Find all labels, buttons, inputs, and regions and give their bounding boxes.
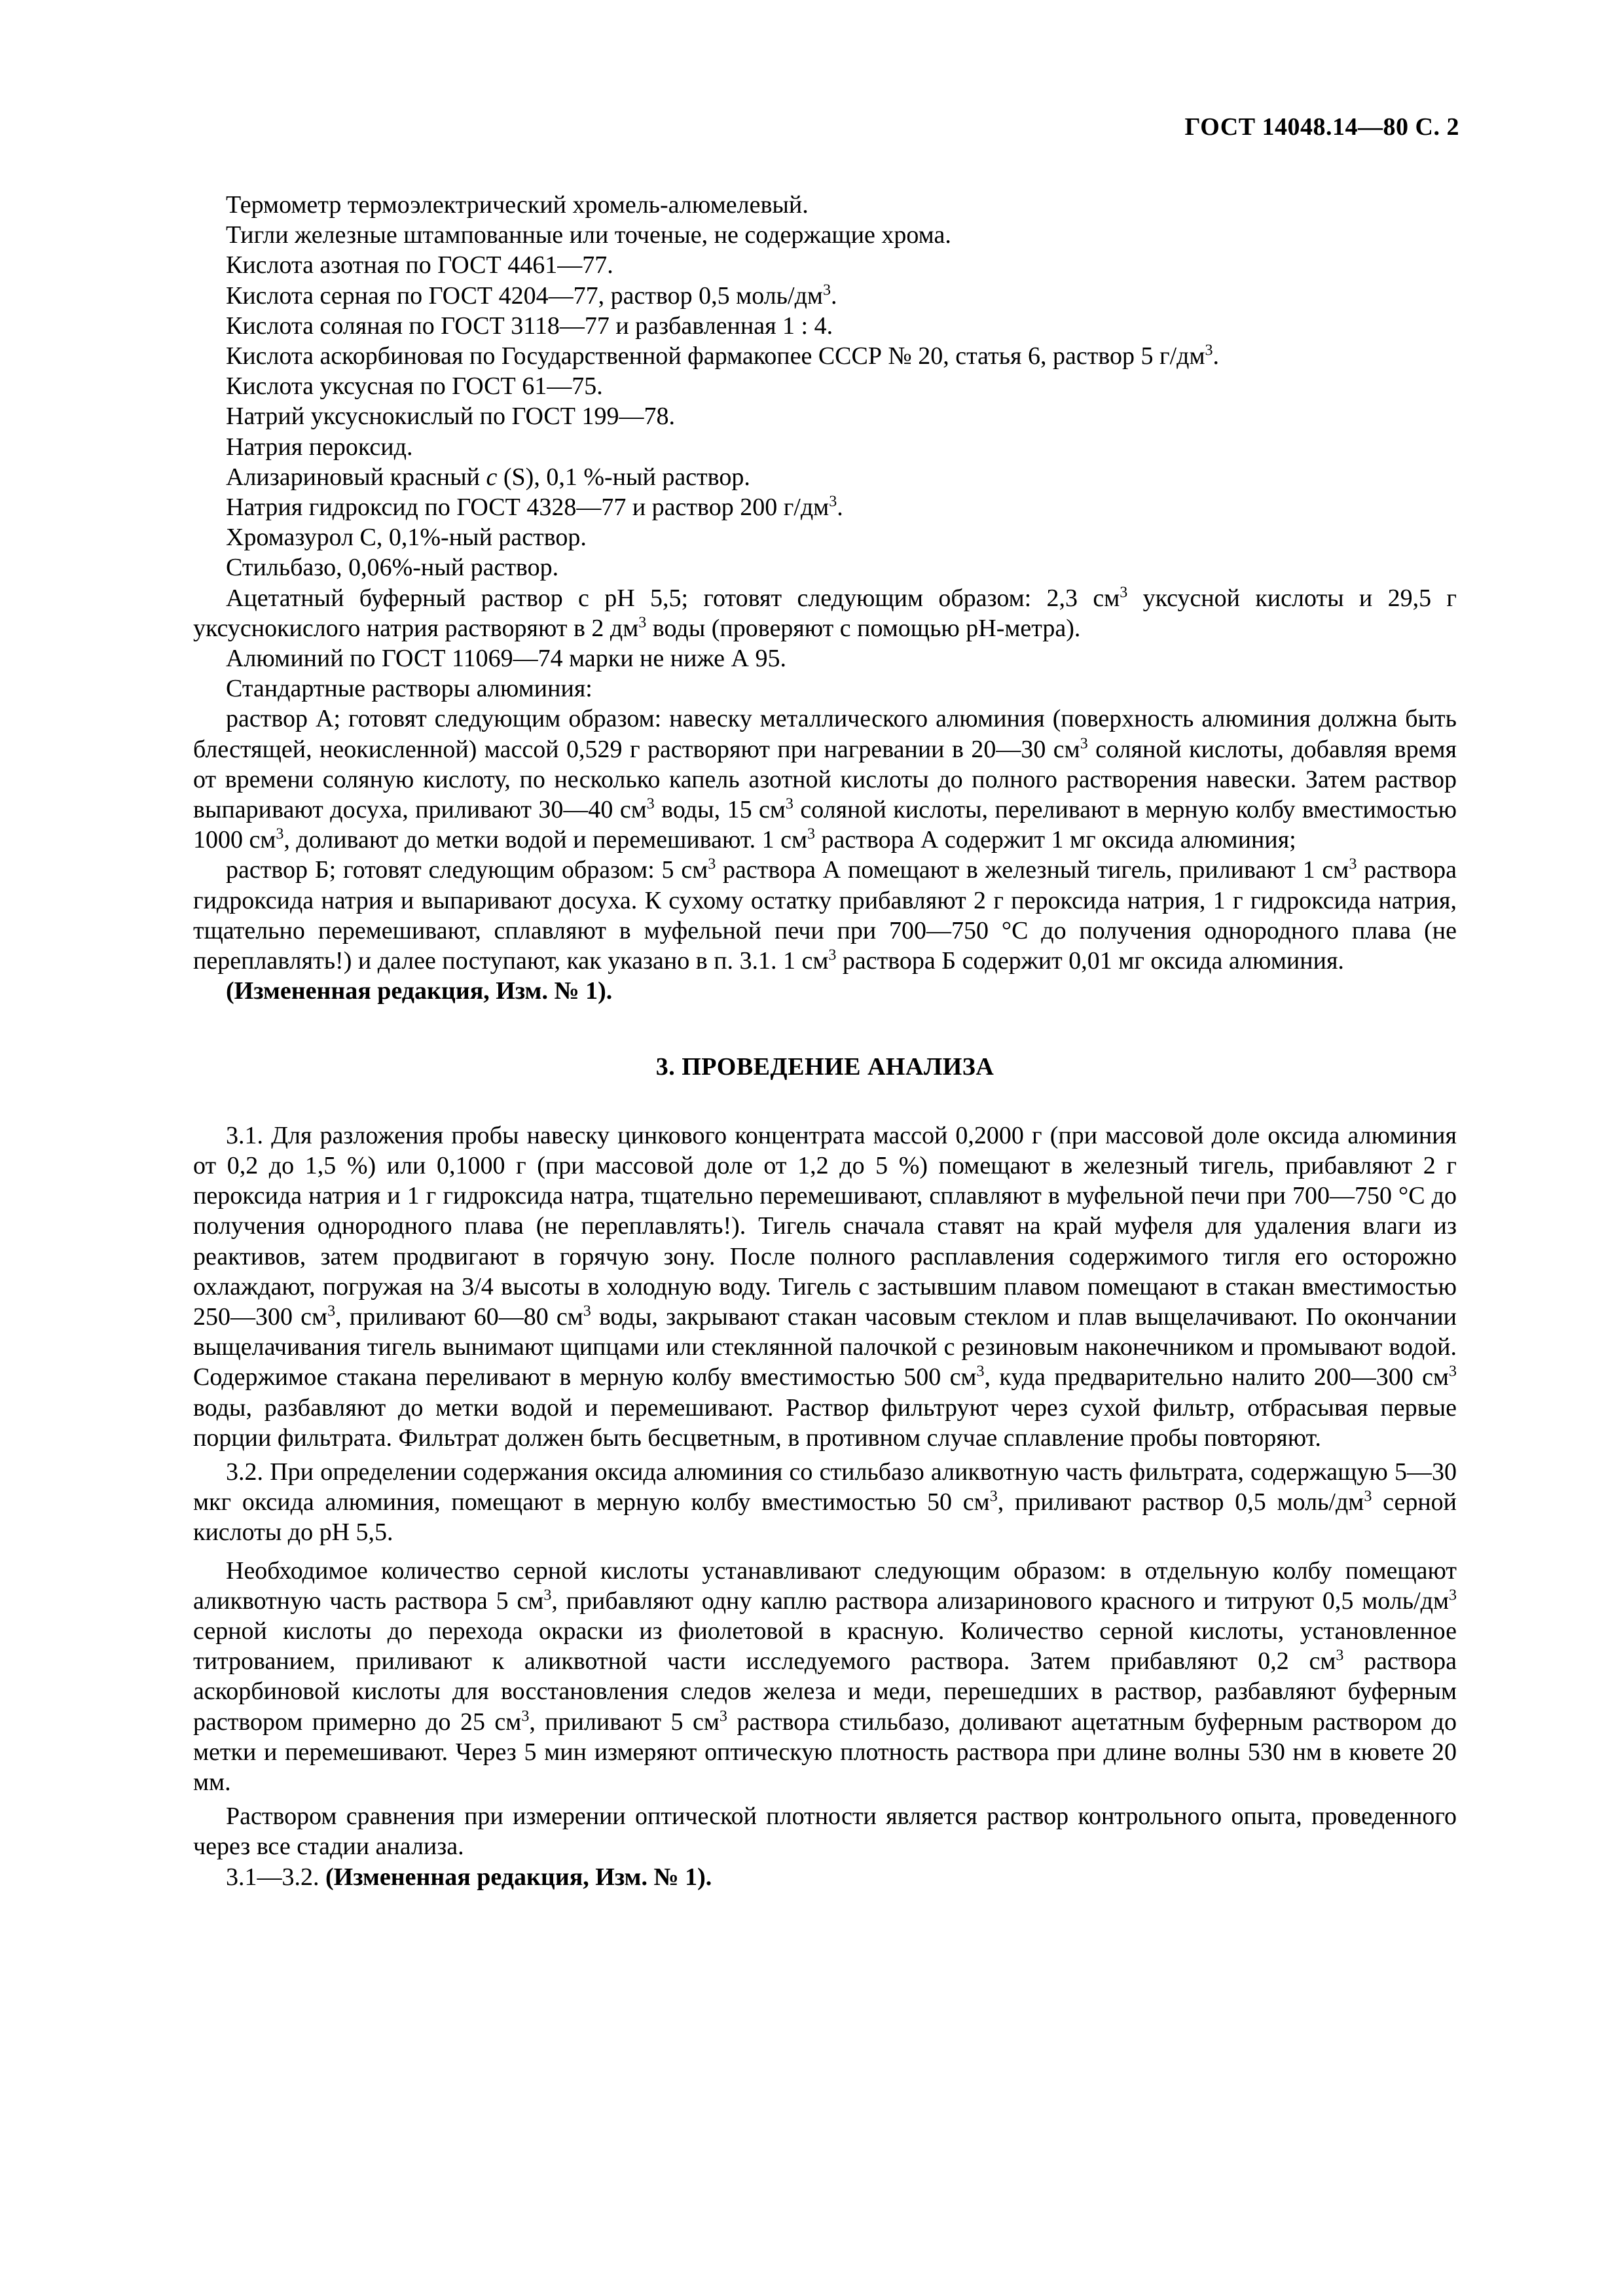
reagent-line: Хромазурол С, 0,1%-ный раствор. (226, 524, 587, 552)
reagent-line: Натрий уксуснокислый по ГОСТ 199—78. (226, 403, 675, 431)
acetate-buffer-paragraph: Ацетатный буферный раствор с pH 5,5; готовят следующим образом: 2,3 $см^3$ уксусной кислоты и 29,5 г уксуснокислого натрия растворяют в 2 $дм^3$ воды (проверяют с помощью pH-метра). (193, 583, 1457, 642)
clause-3-1: 3.1. Для разложения пробы навеску цинкового концентрата массой 0,2000 г (при массовой доле оксида алюминия от 0,2 до 1,5 %) или 0,1000 г (при массовой доле от 1,2 до 5 %) помещают в железный тигель, прибавляют 2 г пероксида натрия и 1 г гидроксида натра, тщательно перемешивают, сплавляют в муфельной печи при 700—750 °С до получения однородного плава (не переплавлять!). Тигель сначала ставят на край муфеля для удаления влаги из реактивов, затем продвигают в горячую зону. После полного расплавления содержимого тигля его осторожно охлаждают, погружая на 3/4 высоты в холодную воду. Тигель с застывшим плавом помещают в стакан вместимостью 250—300 $см^3$, приливают 60—80 $см^3$ воды, закрывают стакан часовым стеклом и плав выщелачивают. По окончании выщелачивания тигель вынимают щипцами или стеклянной палочкой с резиновым наконечником и промывают водой. Содержимое стакана переливают в мерную колбу вместимостью 500 $см^3$, куда предварительно налито 200—300 $см^3$ воды, разбавляют до метки водой и перемешивают. Раствор фильтруют через сухой фильтр, отбрасывая первые порции фильтрата. Фильтрат должен быть бесцветным, в противном случае сплавление пробы повторяют. (193, 1121, 1457, 1452)
document-header: ГОСТ 14048.14—80 С. 2 (1184, 113, 1459, 141)
standard-solutions-heading: Стандартные растворы алюминия: (226, 675, 593, 703)
document-body (193, 190, 1457, 1892)
reagent-line: Термометр термоэлектрический хромель-алюмелевый. (226, 191, 809, 219)
reagent-sodium-hydroxide: Натрия гидроксид по ГОСТ 4328—77 и раствор 200 $г/дм^3$. (226, 493, 843, 522)
reference-solution-paragraph: Раствором сравнения при измерении оптической плотности является раствор контрольного опыта, проведенного через все стадии анализа. (193, 1803, 1457, 1861)
reagent-line: Кислота уксусная по ГОСТ 61—75. (226, 372, 603, 401)
reagent-alizarin: Ализариновый красный с (S), 0,1 %-ный раствор. (226, 463, 750, 491)
section-title: 3. ПРОВЕДЕНИЕ АНАЛИЗА (655, 1053, 994, 1081)
reagent-sulfuric-acid: Кислота серная по ГОСТ 4204—77, раствор 0,5 моль/$дм^3$. (226, 281, 837, 310)
reagent-line: Тигли железные штампованные или точеные, не содержащие хрома. (226, 221, 951, 249)
reagent-hydrochloric-acid: Кислота соляная по ГОСТ 3118—77 и разбавленная 1 : 4. (226, 312, 833, 340)
reagent-line: Кислота азотная по ГОСТ 4461—77. (226, 251, 613, 279)
reagent-ascorbic-acid: Кислота аскорбиновая по Государственной фармакопее СССР № 20, статья 6, раствор 5 $г/дм^3$. (226, 342, 1220, 370)
clause-3-2: 3.2. При определении содержания оксида алюминия со стильбазо аликвотную часть фильтрата, содержащую 5—30 мкг оксида алюминия, помещают в мерную колбу вместимостью 50 $см^3$, приливают раствор 0,5 моль/$дм^3$ серной кислоты до pH 5,5. (193, 1458, 1457, 1547)
revision-note: (Измененная редакция, Изм. № 1). (226, 977, 613, 1005)
reagent-line: Стильбазо, 0,06%-ный раствор. (226, 554, 559, 582)
revision-note-3-1-3-2: 3.1—3.2. (Измененная редакция, Изм. № 1). (226, 1863, 712, 1891)
sulfuric-acid-titration-paragraph: Необходимое количество серной кислоты устанавливают следующим образом: в отдельную колбу помещают аликвотную часть раствора 5 $см^3$, прибавляют одну каплю раствора ализаринового красного и титруют 0,5 моль/$дм^3$ серной кислоты до перехода окраски из фиолетовой в красную. Количество серной кислоты, установленное титрованием, приливают к аликвотной части исследуемого раствора. Затем прибавляют 0,2 $см^3$ раствора аскорбиновой кислоты для восстановления следов железа и меди, перешедших в раствор, разбавляют буферным раствором примерно до 25 $см^3$, приливают 5 $см^3$ раствора стильбазо, доливают ацетатным буферным раствором до метки и перемешивают. Через 5 мин измеряют оптическую плотность раствора при длине волны 530 нм в кювете 20 мм. (193, 1556, 1457, 1796)
solution-a-paragraph: раствор А; готовят следующим образом: навеску металлического алюминия (поверхность алюминия должна быть блестящей, неокисленной) массой 0,529 г растворяют при нагревании в 20—30 $см^3$ соляной кислоты, добавляя время от времени соляную кислоту, по несколько капель азотной кислоты до полного растворения навески. Затем раствор выпаривают досуха, приливают 30—40 $см^3$ воды, 15 $см^3$ соляной кислоты, переливают в мерную колбу вместимостью 1000 $см^3$, доливают до метки водой и перемешивают. 1 $см^3$ раствора А содержит 1 мг оксида алюминия; (193, 705, 1457, 854)
reagent-aluminium: Алюминий по ГОСТ 11069—74 марки не ниже А 95. (226, 645, 786, 673)
reagent-line: Натрия пероксид. (226, 433, 413, 461)
solution-b-paragraph: раствор Б; готовят следующим образом: 5 $см^3$ раствора А помещают в железный тигель, приливают 1 $см^3$ раствора гидроксида натрия и выпаривают досуха. К сухому остатку прибавляют 2 г пероксида натрия, 1 г гидроксида натрия, тщательно перемешивают, сплавляют в муфельной печи при 700—750 °С до получения однородного плава (не переплавлять!) и далее поступают, как указано в п. 3.1. 1 $см^3$ раствора Б содержит 0,01 мг оксида алюминия. (193, 855, 1457, 975)
